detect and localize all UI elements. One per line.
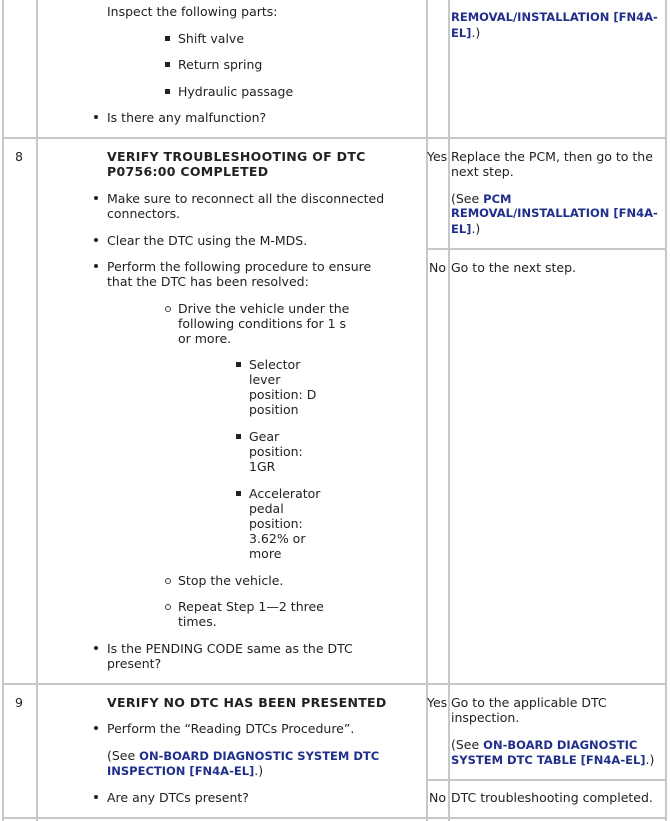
row9-step-number: 9 bbox=[15, 695, 23, 710]
row8-question-line2: present? bbox=[107, 656, 162, 671]
row9-yes-no-divider bbox=[426, 779, 667, 781]
row8-see-line3: EL].) bbox=[451, 221, 481, 236]
row8-cond3-line4: 3.62% or bbox=[249, 531, 306, 546]
table-border-left bbox=[2, 0, 4, 821]
row9-see-line1: (See ON-BOARD DIAGNOSTIC SYSTEM DTC bbox=[107, 748, 380, 763]
row8-yes-label: Yes bbox=[427, 149, 448, 164]
row8-cond3-line2: pedal bbox=[249, 501, 284, 516]
bullet-icon bbox=[94, 196, 98, 200]
row9-link-obd[interactable]: ON-BOARD DIAGNOSTIC bbox=[483, 738, 638, 752]
row8-sub3-line2: times. bbox=[178, 614, 217, 629]
row9-yes-line1: Go to the applicable DTC bbox=[451, 695, 607, 710]
bullet-icon bbox=[94, 646, 98, 650]
row8-cond1-line1: Selector bbox=[249, 357, 301, 372]
table-border-col1 bbox=[36, 0, 38, 821]
row8-sub1-line1: Drive the vehicle under the bbox=[178, 301, 350, 316]
bullet-icon bbox=[94, 726, 98, 730]
row7-part-return-spring: Return spring bbox=[178, 57, 263, 72]
row7-question: Is there any malfunction? bbox=[107, 110, 267, 125]
table-border-col3 bbox=[448, 0, 450, 821]
row8-cond1-line3: position: D bbox=[249, 387, 317, 402]
square-bullet-icon bbox=[236, 491, 241, 496]
row9-link-obd-dtc[interactable]: ON-BOARD DIAGNOSTIC SYSTEM DTC bbox=[139, 749, 380, 763]
row8-sub2: Stop the vehicle. bbox=[178, 573, 284, 588]
row9-see-line2: INSPECTION [FN4A-EL].) bbox=[107, 763, 264, 778]
row8-bullet1-line2: connectors. bbox=[107, 206, 181, 221]
row8-see-line1: (See PCM bbox=[451, 191, 512, 206]
row8-bullet1-line1: Make sure to reconnect all the disconnected bbox=[107, 191, 385, 206]
row8-cond2-line2: position: bbox=[249, 444, 303, 459]
bullet-icon bbox=[94, 264, 98, 268]
row9-question: Are any DTCs present? bbox=[107, 790, 249, 805]
row9-yes-see-line2: SYSTEM DTC TABLE [FN4A-EL].) bbox=[451, 752, 655, 767]
row7-part-hydraulic-passage: Hydraulic passage bbox=[178, 84, 294, 99]
row-divider-7-8 bbox=[2, 137, 667, 139]
row8-cond2-line3: 1GR bbox=[249, 459, 276, 474]
row8-yes-line1: Replace the PCM, then go to the bbox=[451, 149, 653, 164]
square-bullet-icon bbox=[165, 62, 170, 67]
row9-yes-see-line1: (See ON-BOARD DIAGNOSTIC bbox=[451, 737, 638, 752]
row7-link-el[interactable]: EL] bbox=[451, 26, 472, 40]
row8-link-pcm[interactable]: PCM bbox=[483, 192, 512, 206]
row8-cond3-line3: position: bbox=[249, 516, 303, 531]
row9-title: VERIFY NO DTC HAS BEEN PRESENTED bbox=[107, 695, 387, 710]
row9-link-dtc-table[interactable]: SYSTEM DTC TABLE [FN4A-EL] bbox=[451, 753, 646, 767]
row-divider-8-9 bbox=[2, 683, 667, 685]
row8-cond1-line4: position bbox=[249, 402, 299, 417]
table-border-bottom bbox=[2, 817, 667, 819]
row9-link-inspection[interactable]: INSPECTION [FN4A-EL] bbox=[107, 764, 255, 778]
row8-link-pcm-removal[interactable]: REMOVAL/INSTALLATION [FN4A- bbox=[451, 206, 658, 220]
row8-cond3-line5: more bbox=[249, 546, 282, 561]
row7-link-pcm-removal[interactable]: REMOVAL/INSTALLATION [FN4A- bbox=[451, 10, 658, 24]
row8-step-number: 8 bbox=[15, 149, 23, 164]
row9-no-label: No bbox=[429, 790, 446, 805]
row9-yes-label: Yes bbox=[427, 695, 448, 710]
row8-title-line1: VERIFY TROUBLESHOOTING OF DTC bbox=[107, 149, 366, 164]
row8-bullet2: Clear the DTC using the M-MDS. bbox=[107, 233, 308, 248]
circle-bullet-icon bbox=[165, 604, 171, 610]
row8-cond2-line1: Gear bbox=[249, 429, 280, 444]
row9-yes-line2: inspection. bbox=[451, 710, 520, 725]
bullet-icon bbox=[94, 795, 98, 799]
square-bullet-icon bbox=[236, 434, 241, 439]
row8-sub3-line1: Repeat Step 1—2 three bbox=[178, 599, 324, 614]
row8-sub1-line2: following conditions for 1 s bbox=[178, 316, 347, 331]
circle-bullet-icon bbox=[165, 306, 171, 312]
row8-sub1-line3: or more. bbox=[178, 331, 232, 346]
row7-inspect-text: Inspect the following parts: bbox=[107, 4, 278, 19]
row9-no-text: DTC troubleshooting completed. bbox=[451, 790, 653, 805]
row8-no-text: Go to the next step. bbox=[451, 260, 576, 275]
circle-bullet-icon bbox=[165, 578, 171, 584]
square-bullet-icon bbox=[165, 36, 170, 41]
row8-yes-no-divider bbox=[426, 248, 667, 250]
row8-title-line2: P0756:00 COMPLETED bbox=[107, 164, 269, 179]
row7-link-line2: EL].) bbox=[451, 25, 481, 40]
row7-part-shift-valve: Shift valve bbox=[178, 31, 245, 46]
row8-question-line1: Is the PENDING CODE same as the DTC bbox=[107, 641, 353, 656]
row9-bullet1: Perform the “Reading DTCs Procedure”. bbox=[107, 721, 355, 736]
row8-bullet3-line2: that the DTC has been resolved: bbox=[107, 274, 309, 289]
bullet-icon bbox=[94, 115, 98, 119]
row8-link-el[interactable]: EL] bbox=[451, 222, 472, 236]
square-bullet-icon bbox=[165, 89, 170, 94]
row8-yes-line2: next step. bbox=[451, 164, 514, 179]
table-border-right bbox=[665, 0, 667, 821]
row8-cond3-line1: Accelerator bbox=[249, 486, 321, 501]
row8-bullet3-line1: Perform the following procedure to ensure bbox=[107, 259, 372, 274]
row8-no-label: No bbox=[429, 260, 446, 275]
bullet-icon bbox=[94, 238, 98, 242]
row8-cond1-line2: lever bbox=[249, 372, 281, 387]
square-bullet-icon bbox=[236, 362, 241, 367]
